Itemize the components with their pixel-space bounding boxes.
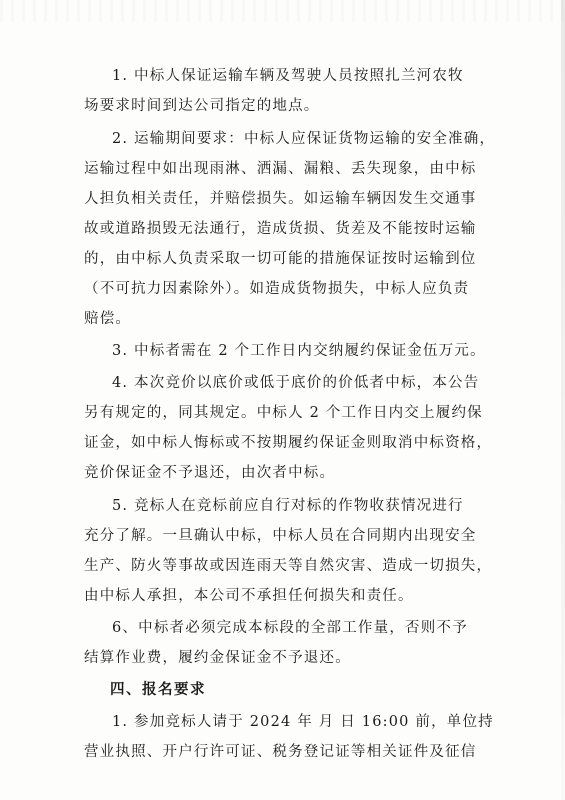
paragraph-line: 由中标人承担，本公司不承担任何损失和责任。 — [84, 588, 414, 604]
paragraph-line: 生产、防火等事故或因连雨天等自然灾害、造成一切损失， — [84, 558, 493, 574]
paragraph-line: 运输过程中如出现雨淋、洒漏、漏粮、丢失现象，由中标 — [84, 161, 477, 177]
paragraph-line: 4. 本次竞价以底价或低于底价的价低者中标，本公告 — [112, 375, 480, 391]
paragraph-line: 营业执照、开户行许可证、税务登记证等相关证件及征信 — [84, 744, 477, 760]
paragraph-line: 另有规定的，同其规定。中标人 2 个工作日内交上履约保 — [84, 405, 483, 421]
paragraph-line: 人担负相关责任，并赔偿损失。如运输车辆因发生交通事 — [84, 191, 477, 207]
paragraph-line: 证金，如中标人悔标或不按期履约保证金则取消中标资格， — [84, 435, 493, 451]
section-heading: 四、报名要求 — [110, 681, 206, 698]
paragraph-line: 结算作业费，履约金保证金不予退还。 — [84, 650, 351, 666]
paragraph-line: 场要求时间到达公司指定的地点。 — [84, 98, 320, 114]
paragraph-line: 1. 参加竞标人请于 2024 年 月 日 16:00 前，单位持 — [112, 714, 494, 730]
paragraph-line: 充分了解。一旦确认中标，中标人员在合同期内出现安全 — [84, 528, 477, 544]
paragraph-line: 5. 竞标人在竞标前应自行对标的作物收获情况进行 — [112, 498, 464, 514]
paragraph-line: 2. 运输期间要求：中标人应保证货物运输的安全准确， — [112, 131, 496, 147]
paragraph-line: 故或道路损毁无法通行，造成货损、货差及不能按时运输 — [84, 221, 477, 237]
paragraph-line: 赔偿。 — [84, 311, 132, 327]
paragraph-line: （不可抗力因素除外）。如造成货物损失，中标人应负责 — [84, 281, 470, 297]
paragraph-line: 3. 中标者需在 2 个工作日内交纳履约保证金伍万元。 — [112, 343, 486, 359]
scan-artifact-top — [0, 0, 565, 22]
paragraph-line: 竞价保证金不予退还，由次者中标。 — [84, 465, 336, 481]
paragraph-line: 1. 中标人保证运输车辆及驾驶人员按照扎兰河农牧 — [112, 68, 464, 84]
paragraph-line: 6、中标者必须完成本标段的全部工作量，否则不予 — [112, 620, 468, 636]
scan-artifact-right — [561, 0, 565, 800]
paragraph-line: 的，由中标人负责采取一切可能的措施保证按时运输到位 — [84, 251, 477, 267]
